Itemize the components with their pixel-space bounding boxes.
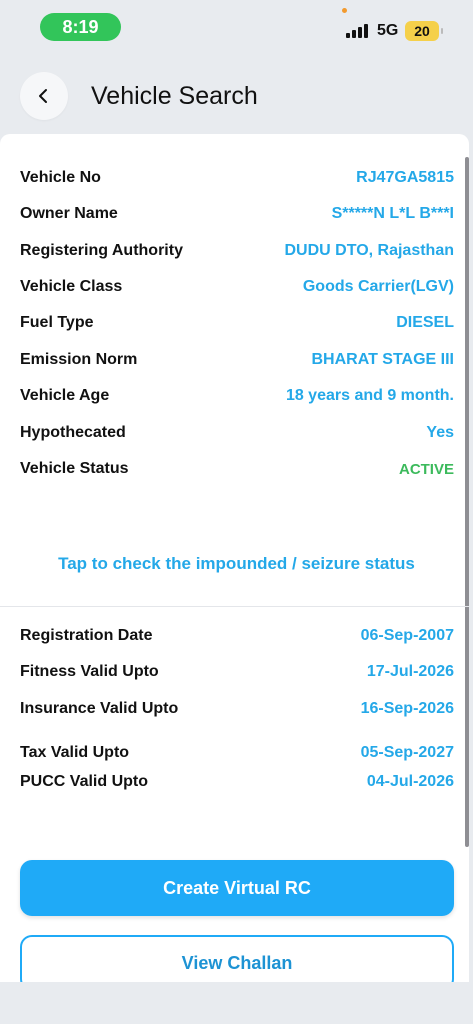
header (0, 68, 473, 128)
detail-row-emission-norm (20, 347, 454, 373)
validity-label: Tax Valid Upto (20, 744, 130, 761)
detail-row-vehicle-class (20, 274, 454, 300)
detail-value: DUDU DTO, Rajasthan (284, 242, 454, 259)
validity-row-fitness (20, 659, 454, 685)
detail-label: Vehicle No (20, 169, 101, 186)
detail-value: RJ47GA5815 (356, 169, 454, 186)
validity-row-registration-date (20, 623, 454, 649)
validity-label: PUCC Valid Upto (20, 773, 149, 790)
create-virtual-rc-button[interactable]: Create Virtual RC (20, 860, 454, 916)
validity-value: 17-Jul-2026 (366, 663, 454, 680)
back-button[interactable] (20, 72, 68, 120)
impound-status-link[interactable]: Tap to check the impounded / seizure status (58, 554, 415, 573)
detail-value: S*****N L*L B***I (331, 205, 454, 222)
detail-row-vehicle-no (20, 165, 454, 191)
status-bar (0, 0, 473, 56)
detail-row-registering-authority (20, 238, 454, 264)
signal-icon (346, 24, 370, 38)
validity-value: 05-Sep-2027 (360, 744, 454, 761)
detail-row-vehicle-age (20, 383, 454, 409)
detail-label: Emission Norm (20, 351, 138, 368)
validity-label: Insurance Valid Upto (20, 700, 179, 717)
validity-value: 06-Sep-2007 (360, 627, 454, 644)
detail-label: Vehicle Status (20, 460, 129, 477)
detail-row-vehicle-status (20, 456, 454, 482)
detail-value: DIESEL (396, 314, 454, 331)
detail-row-hypothecated (20, 420, 454, 446)
privacy-indicator-dot (342, 8, 347, 13)
scrollbar[interactable] (465, 157, 469, 847)
validity-row-tax (20, 740, 454, 766)
validity-row-insurance (20, 696, 454, 722)
detail-value: Goods Carrier(LGV) (302, 278, 454, 295)
view-challan-button[interactable]: View Challan (20, 935, 454, 991)
detail-label: Vehicle Age (20, 387, 110, 404)
network-label: 5G (377, 22, 399, 39)
status-time: 8:19 (40, 13, 121, 41)
bottom-strip (0, 982, 473, 1024)
detail-value: BHARAT STAGE III (311, 351, 454, 368)
validity-row-pucc (20, 769, 454, 795)
battery-icon: 20 (405, 21, 439, 41)
detail-label: Vehicle Class (20, 278, 123, 295)
status-badge: ACTIVE (398, 460, 454, 478)
detail-label: Fuel Type (20, 314, 94, 331)
detail-value: Yes (426, 424, 454, 441)
validity-label: Fitness Valid Upto (20, 663, 159, 680)
validity-value: 04-Jul-2026 (366, 773, 454, 790)
detail-row-fuel-type (20, 310, 454, 336)
detail-label: Hypothecated (20, 424, 126, 441)
validity-value: 16-Sep-2026 (360, 700, 454, 717)
detail-label: Owner Name (20, 205, 118, 222)
chevron-left-icon (36, 88, 52, 104)
section-divider (0, 606, 469, 607)
detail-value: 18 years and 9 month. (285, 387, 454, 404)
detail-label: Registering Authority (20, 242, 183, 259)
page-title: Vehicle Search (91, 82, 258, 110)
validity-label: Registration Date (20, 627, 153, 644)
detail-row-owner-name (20, 201, 454, 227)
